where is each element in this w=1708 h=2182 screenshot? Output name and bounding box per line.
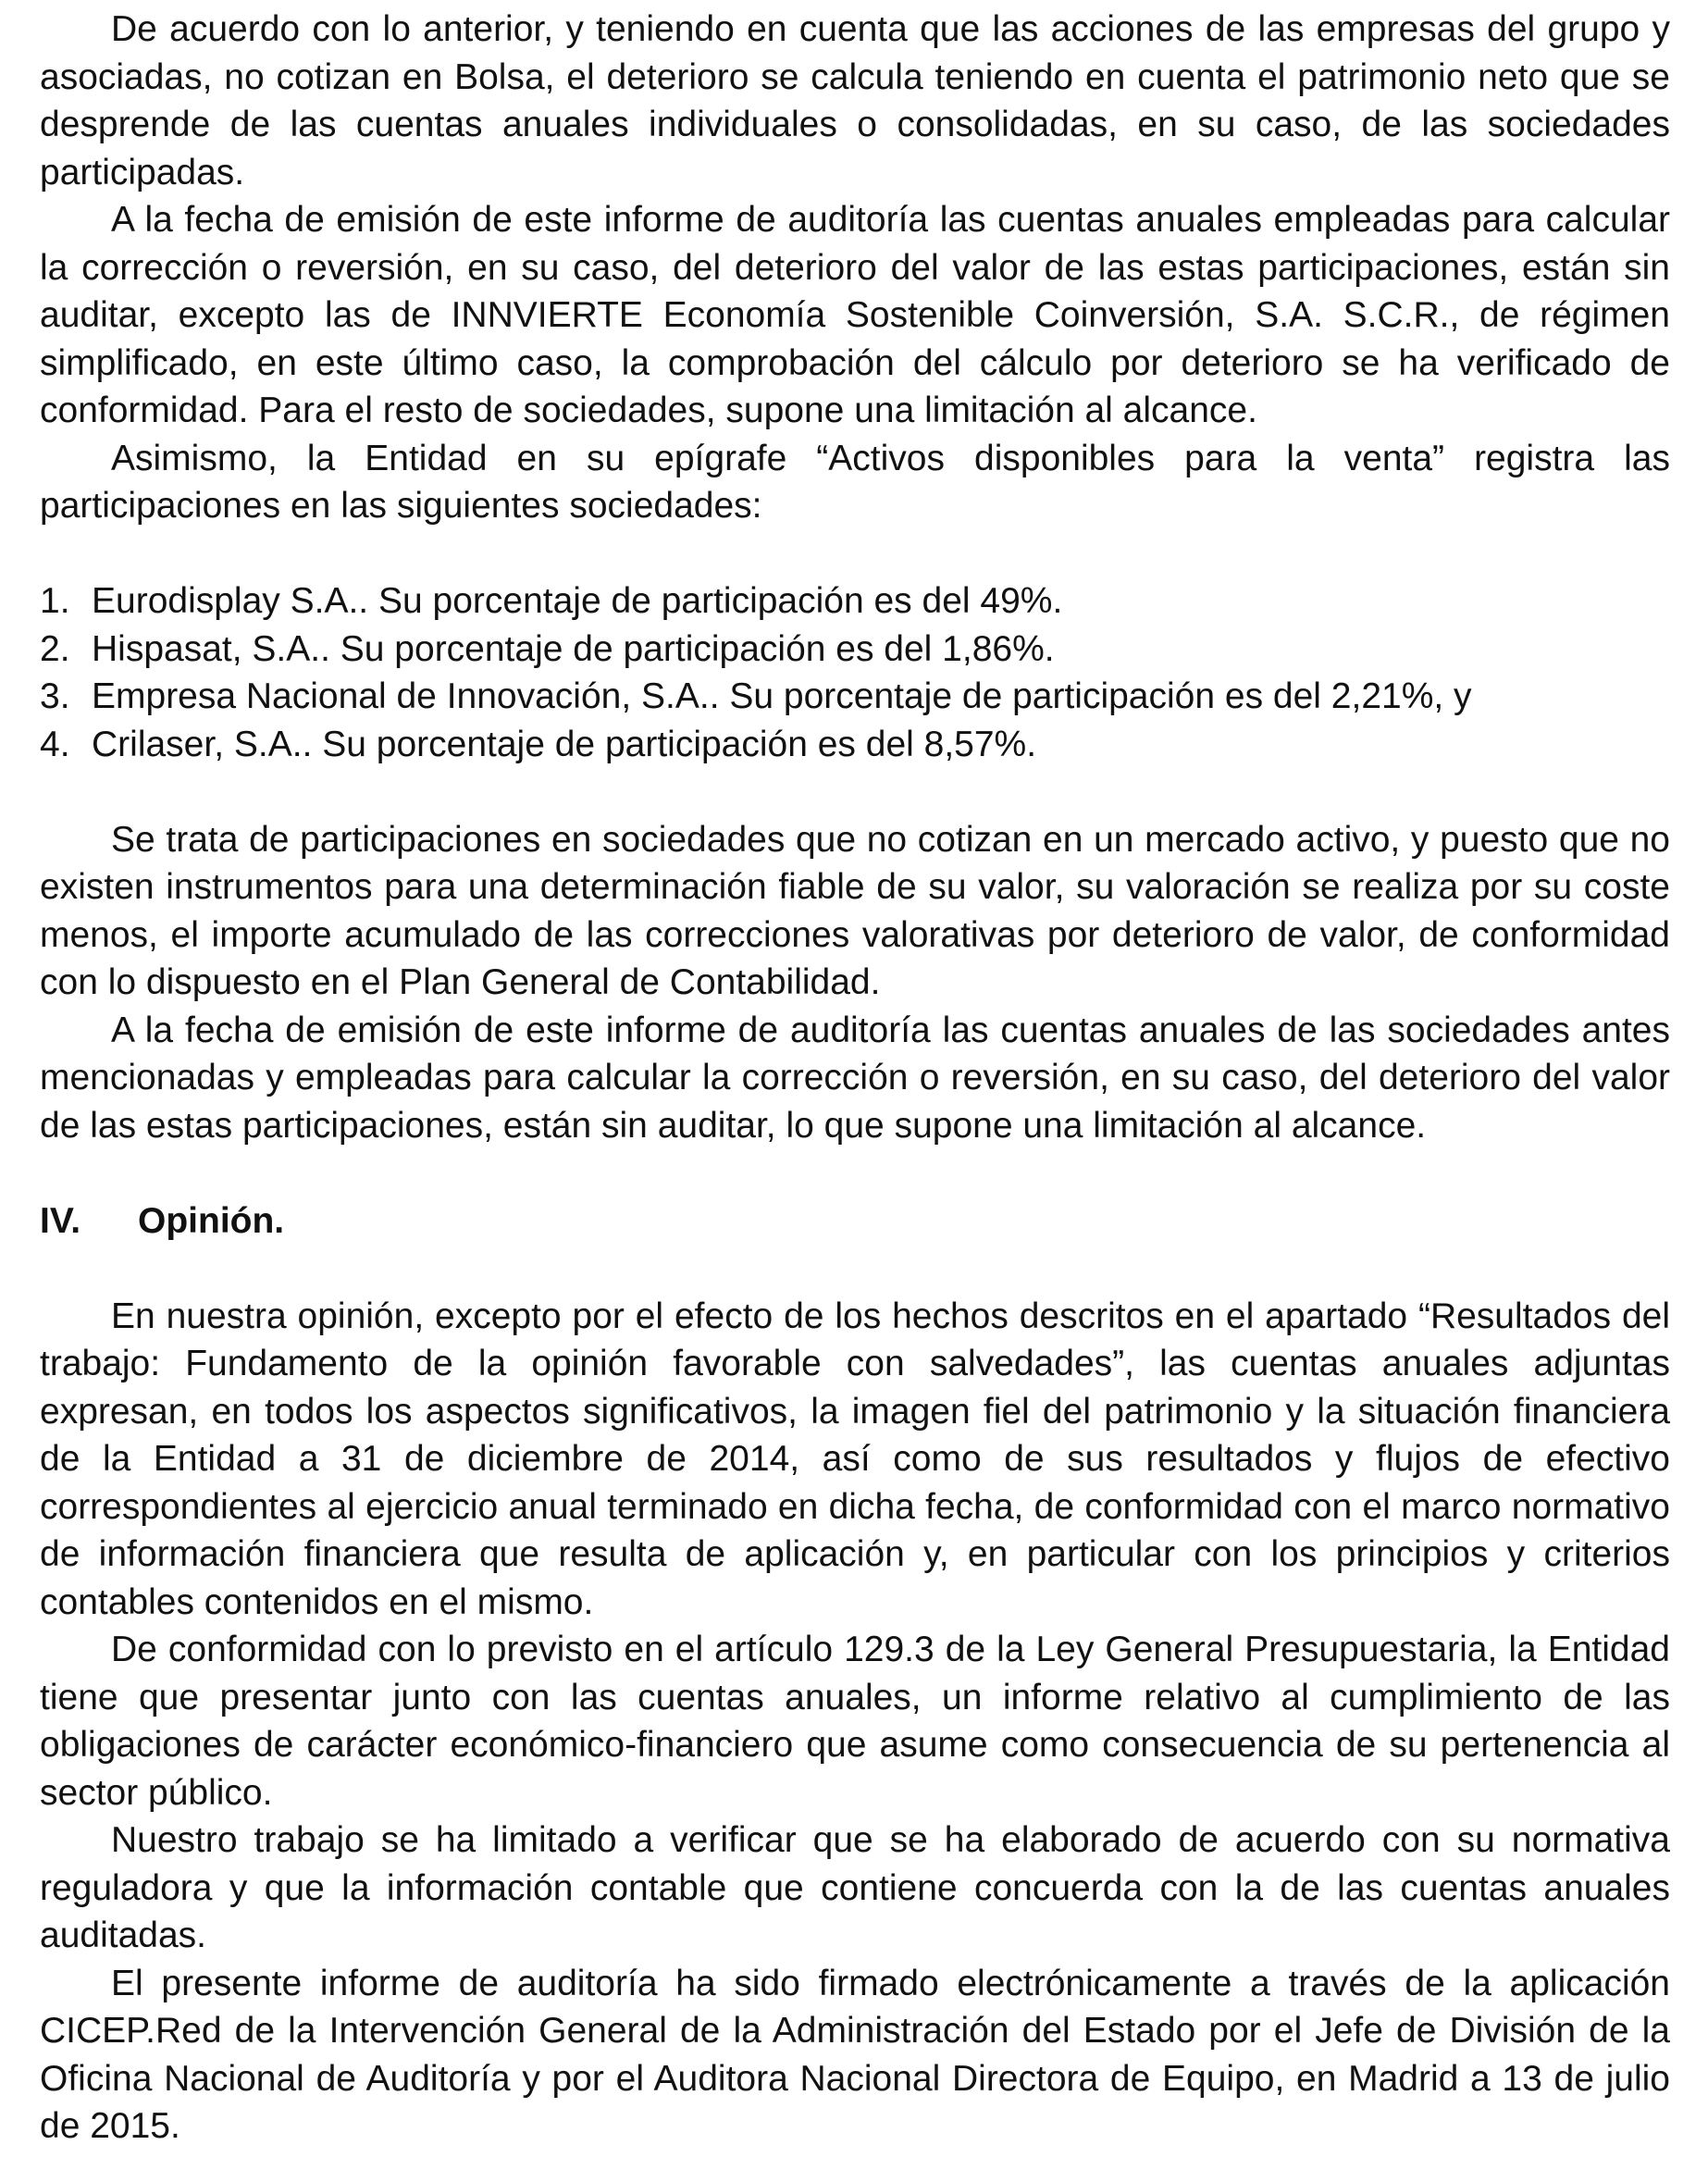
paragraph-electronic-signature: El presente informe de auditoría ha sido firmado electrónicamente a través de la aplicación CICEP.Red de la Intervención General de la Administración del Estado por el Jefe de División de la Oficina Nacional de Auditoría y por el Auditora Nacional Directora de Equipo, en Madrid a 13 de julio de 2015. [40, 1963, 1670, 2146]
paragraph-scope-limitation: A la fecha de emisión de este informe de auditoría las cuentas anuales de las sociedades antes mencionadas y empleadas para calcular la corrección o reversión, en su caso, del deterioro del valor de las estas participaciones, están sin auditar, lo que supone una limitación al alcance. [40, 1010, 1670, 1146]
spacer [40, 768, 1670, 816]
paragraph-work-scope: Nuestro trabajo se ha limitado a verificar que se ha elaborado de acuerdo con su normativa reguladora y que la información contable que contiene concuerda con la de las cuentas anuales auditadas. [40, 1820, 1670, 1955]
list-item-text: Hispasat, S.A.. Su porcentaje de participación es del 1,86%. [92, 628, 1055, 669]
section-heading-title: Opinión. [138, 1200, 285, 1241]
list-item [40, 673, 1670, 721]
holdings-list [40, 577, 1670, 768]
list-item [40, 721, 1670, 769]
list-item-text: Eurodisplay S.A.. Su porcentaje de participación es del 49%. [92, 581, 1063, 621]
spacer [40, 530, 1670, 578]
spacer [40, 1245, 1670, 1293]
paragraph-opinion: En nuestra opinión, excepto por el efecto de los hechos descritos en el apartado “Resultados del trabajo: Fundamento de la opinión favorable con salvedades”, las cuentas anuales adjuntas expresan, en todos los aspectos significativos, la imagen fiel del patrimonio y la situación financiera de la Entidad a 31 de diciembre de 2014, así como de sus resultados y flujos de efectivo correspondientes al ejercicio anual terminado en dicha fecha, de conformidad con el marco normativo de información financiera que resulta de aplicación y, en particular con los principios y criterios contables contenidos en el mismo. [40, 1296, 1670, 1622]
list-item [40, 626, 1670, 674]
paragraph-impairment-calculation: De acuerdo con lo anterior, y teniendo en cuenta que las acciones de las empresas del grupo y asociadas, no cotizan en Bolsa, el deterioro se calcula teniendo en cuenta el patrimonio neto que se desprende de las cuentas anuales individuales o consolidadas, en su caso, de las sociedades participadas. [40, 9, 1670, 192]
list-item-number: 4. [40, 724, 70, 764]
list-item-number: 1. [40, 581, 70, 621]
list-item-text: Crilaser, S.A.. Su porcentaje de participación es del 8,57%. [92, 724, 1037, 764]
spacer [40, 1149, 1670, 1197]
list-item-text: Empresa Nacional de Innovación, S.A.. Su porcentaje de participación es del 2,21%, y [92, 676, 1472, 716]
list-item-number: 3. [40, 676, 70, 716]
document-page [40, 6, 1670, 2151]
list-item [40, 577, 1670, 626]
paragraph-valuation-method: Se trata de participaciones en sociedades que no cotizan en un mercado activo, y puesto que no existen instrumentos para una determinación fiable de su valor, su valoración se realiza por su coste menos, el importe acumulado de las correcciones valorativas por deterioro de valor, de conformidad con lo dispuesto en el Plan General de Contabilidad. [40, 819, 1670, 1002]
section-heading-number: IV. [40, 1200, 81, 1241]
paragraph-unaudited-accounts: A la fecha de emisión de este informe de auditoría las cuentas anuales empleadas para calcular la corrección o reversión, en su caso, del deterioro del valor de las estas participaciones, están sin auditar, excepto las de INNVIERTE Economía Sostenible Coinversión, S.A. S.C.R., de régimen simplificado, en este último caso, la comprobación del cálculo por deterioro se ha verificado de conformidad. Para el resto de sociedades, supone una limitación al alcance. [40, 200, 1670, 430]
list-item-number: 2. [40, 628, 70, 669]
paragraph-available-for-sale: Asimismo, la Entidad en su epígrafe “Activos disponibles para la venta” registra las participaciones en las siguientes sociedades: [40, 438, 1670, 526]
paragraph-budget-law: De conformidad con lo previsto en el artículo 129.3 de la Ley General Presupuestaria, la Entidad tiene que presentar junto con las cuentas anuales, un informe relativo al cumplimiento de las obligaciones de carácter económico-financiero que asume como consecuencia de su pertenencia al sector público. [40, 1630, 1670, 1813]
section-heading [40, 1197, 1670, 1246]
